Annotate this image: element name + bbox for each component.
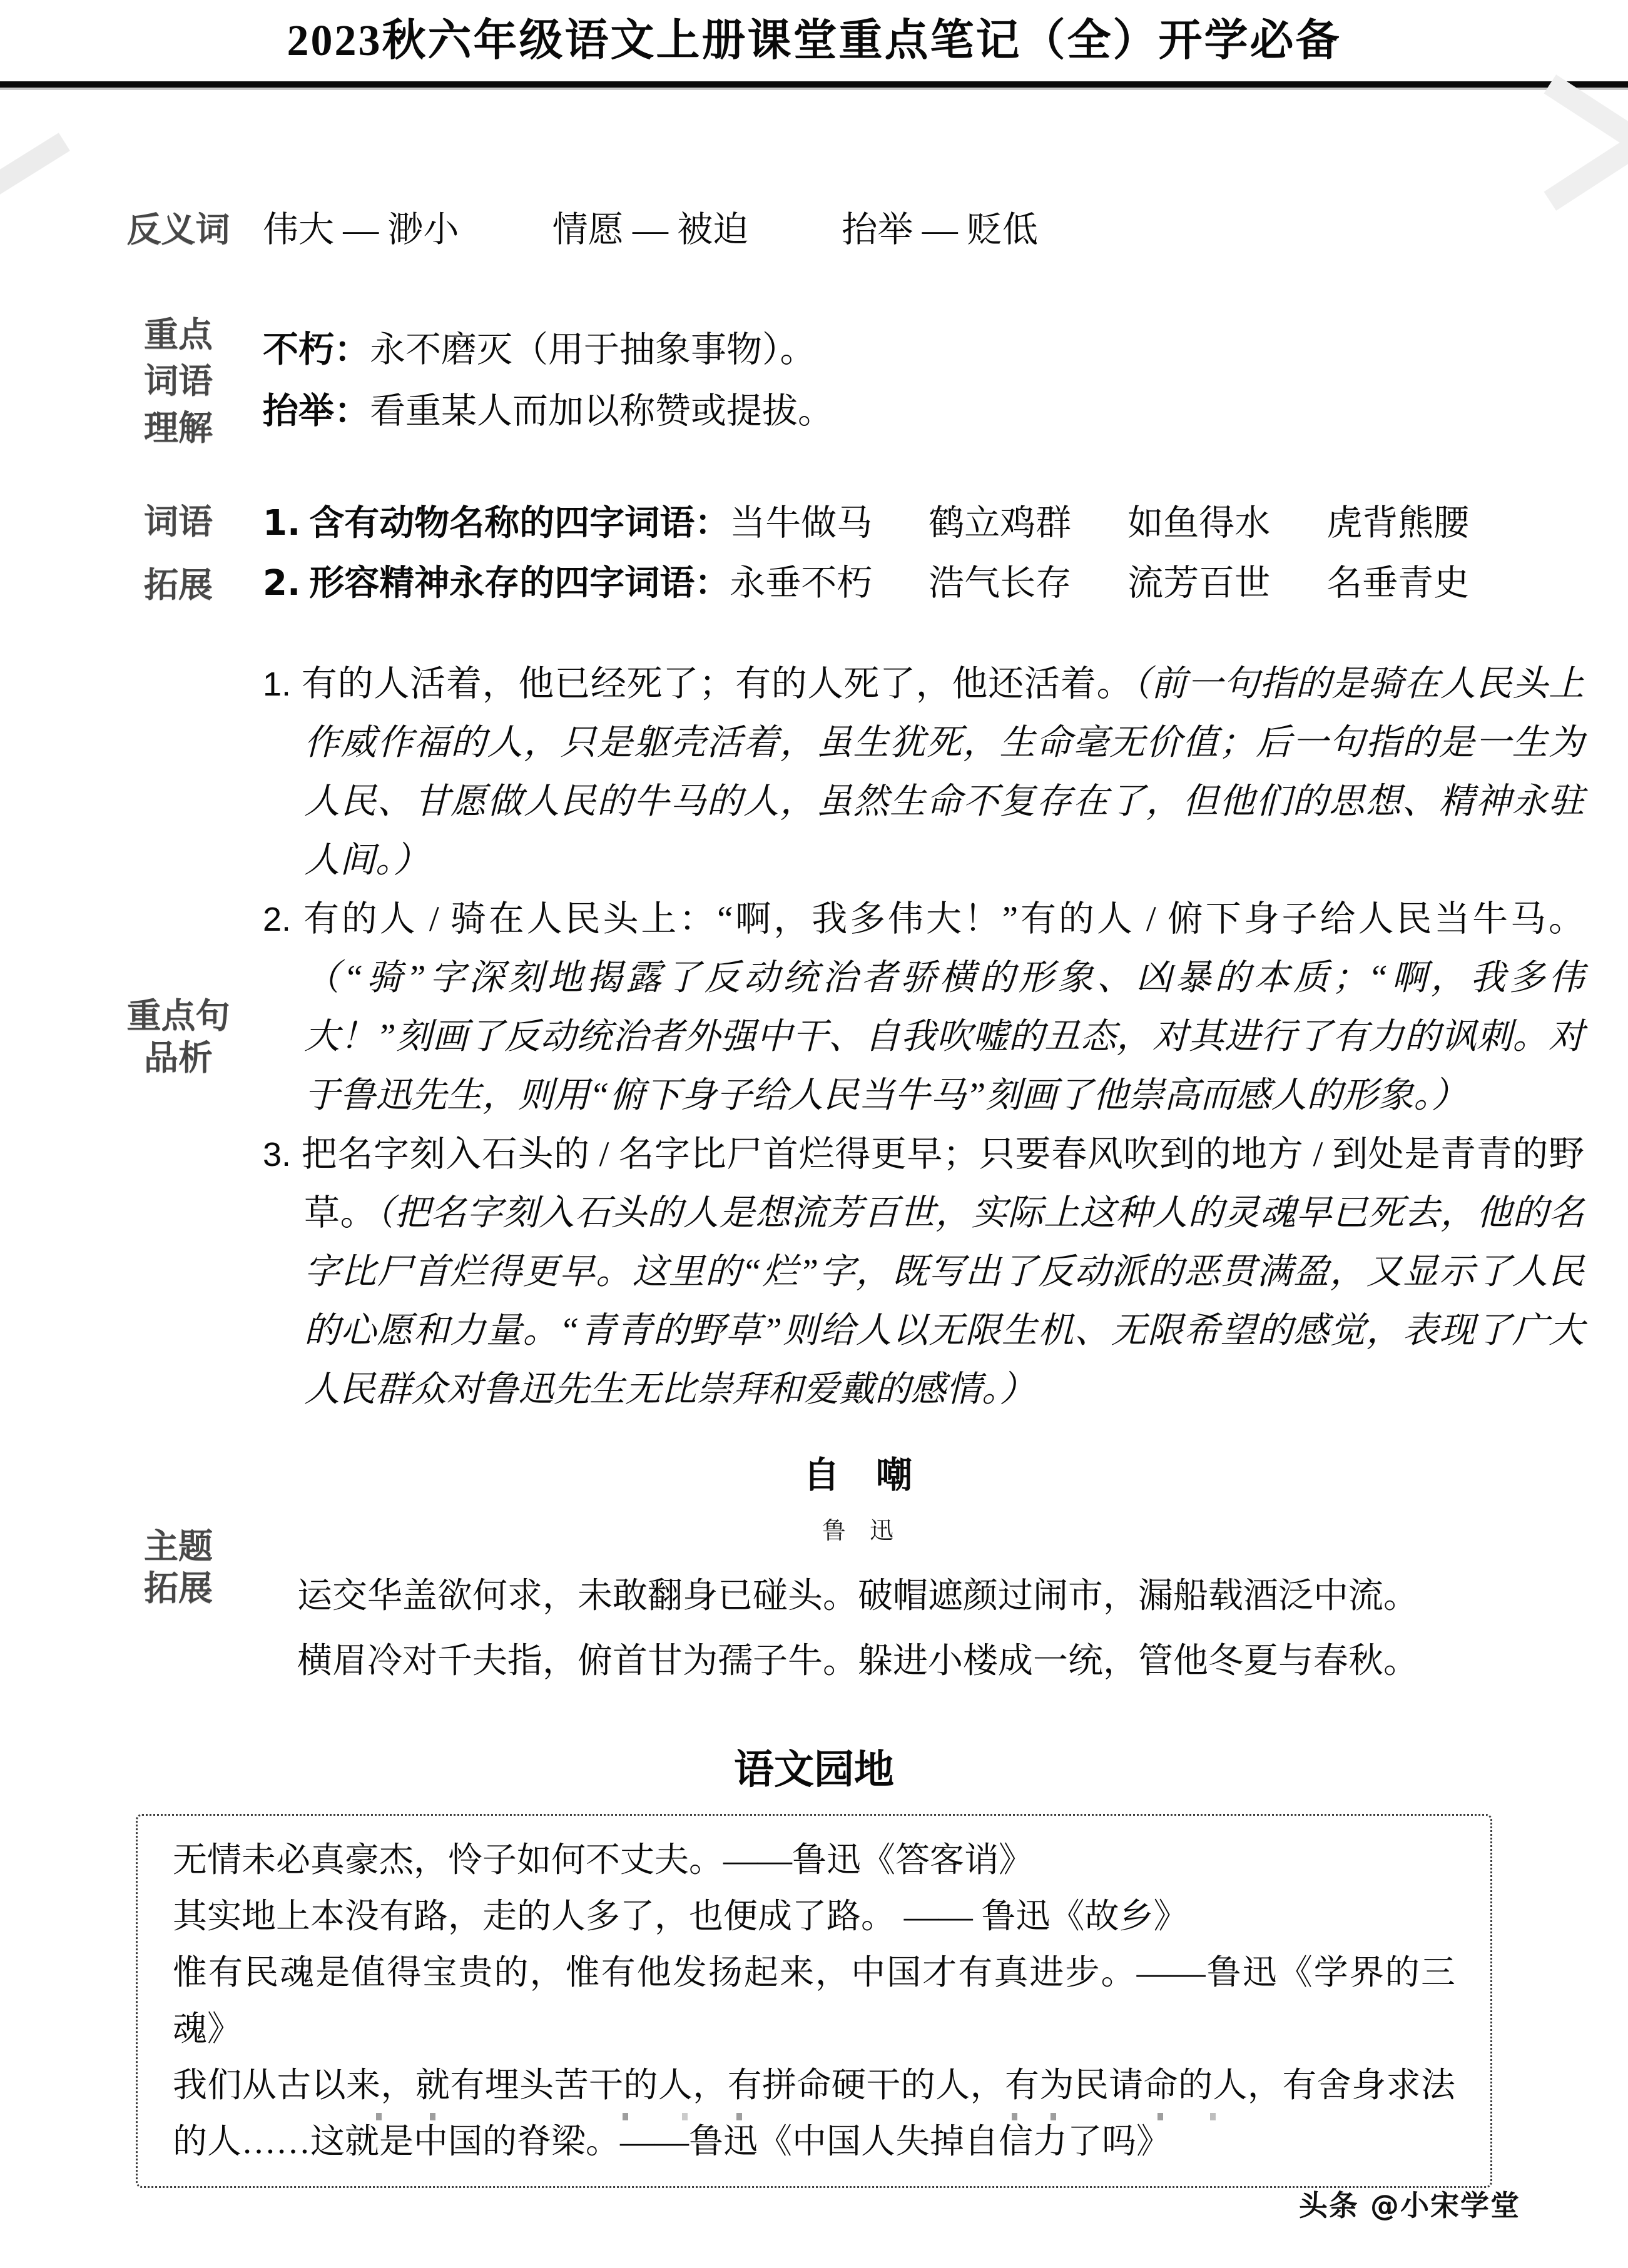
definition-line [263, 328, 1622, 372]
section-label-antonyms [94, 209, 263, 251]
section-label-theme-expansion [94, 1526, 263, 1609]
definition: 永不磨灭（用于抽象事物）。 [370, 330, 816, 370]
watermark-left [0, 133, 70, 204]
item-number: 2. [263, 900, 292, 938]
poem-line: 横眉冷对千夫指，俯首甘为孺子牛。躲进小楼成一统，管他冬夏与春秋。 [297, 1641, 1418, 1681]
section-label-sentence-analysis [94, 995, 263, 1079]
item-lead: 含有动物名称的四字词语： [309, 502, 730, 544]
item-number: 1. [263, 502, 301, 544]
definition: 看重某人而加以称赞或提拔。 [370, 392, 833, 432]
idiom: 名垂青史 [1326, 563, 1470, 603]
section-antonyms [0, 208, 1628, 253]
quoted-sentence: 有的人活着，他已经死了；有的人死了，他还活着。 [301, 664, 1133, 704]
section-key-words [0, 311, 1628, 451]
idiom: 当牛做马 [730, 503, 873, 543]
luxun-quote: 我们从古以来，就有埋头苦干的人，有拼命硬干的人，有为民请命的人，有舍身求法的人……这就是中国的脊梁。——鲁迅《中国人失掉自信力了吗》 [173, 2065, 1455, 2160]
idiom: 虎背熊腰 [1326, 503, 1470, 543]
antonym-pair: 情愿 — 被迫 [552, 210, 749, 250]
antonym-pair: 伟大 — 渺小 [263, 210, 459, 250]
analysis-text: （前一句指的是骑在人民头上作威作福的人，只是躯壳活着，虽生犹死，生命毫无价值；后一句指的是一生为人民、甘愿做人民的牛马的人，虽然生命不复存在了，但他们的思想、精神永驻人间。） [304, 664, 1585, 880]
analysis-item [263, 1125, 1584, 1419]
poem-line: 运交华盖欲何求，未敢翻身已碰头。破帽遮颜过闹市，漏船载酒泛中流。 [297, 1576, 1418, 1616]
quote-box [136, 1814, 1492, 2188]
section-sentence-analysis [0, 655, 1628, 1419]
title-divider [0, 81, 1628, 88]
section-word-expansion [0, 501, 1628, 606]
luxun-quote: 惟有民魂是值得宝贵的，惟有他发扬起来，中国才有真进步。——鲁迅《学界的三魂》 [173, 1953, 1455, 2048]
poem-title: 自 嘲 [803, 1454, 912, 1496]
antonyms-content [263, 208, 1622, 253]
poem-author: 鲁 迅 [822, 1517, 893, 1544]
quoted-sentence: 把名字刻入石头的 / 名字比尸首烂得更早；只要春风吹到的地方 / 到处是青青的野草。 [301, 1134, 1584, 1233]
analysis-item [263, 890, 1584, 1125]
item-number: 2. [263, 562, 301, 604]
cut-off-text-remnant [0, 2113, 1628, 2122]
analysis-text: （“骑”字深刻地揭露了反动统治者骄横的形象、凶暴的本质；“啊，我多伟大！”刻画了反动统治者外强中干、自我吹嘘的丑态，对其进行了有力的讽刺。对于鲁迅先生，则用“俯下身子给人民当牛马”刻画了他崇高而感人的形象。） [304, 958, 1584, 1115]
author-credit: 头条 @小宋学堂 [1298, 2189, 1520, 2222]
idiom: 鹤立鸡群 [928, 503, 1072, 543]
quoted-sentence: 有的人 / 骑在人民头上：“啊，我多伟大！”有的人 / 俯下身子给人民当牛马。 [301, 899, 1584, 939]
analysis-item [263, 655, 1584, 890]
label-line: 反义词 [126, 210, 230, 250]
section-label-word-expansion [94, 501, 263, 606]
label-line: 词语 [143, 501, 213, 542]
idiom-line [263, 503, 1622, 544]
definition-line [263, 390, 1622, 433]
label-line: 主题 [143, 1526, 213, 1567]
luxun-quote: 无情未必真豪杰，怜子如何不丈夫。——鲁迅《答客诮》 [173, 1840, 1034, 1879]
antonym-pair: 抬举 — 贬低 [842, 210, 1038, 250]
label-line: 词语 [143, 361, 213, 402]
label-line: 拓展 [143, 564, 213, 605]
poem-block [263, 1452, 1453, 1684]
section-label-key-words [94, 311, 263, 451]
key-words-content [263, 328, 1622, 433]
label-line: 品析 [143, 1037, 213, 1078]
idiom: 永垂不朽 [730, 563, 873, 603]
label-line: 重点 [143, 315, 213, 355]
sentence-analysis-content [263, 655, 1622, 1419]
label-line: 理解 [143, 407, 213, 448]
term: 抬举： [263, 392, 370, 432]
item-number: 3. [263, 1135, 292, 1173]
term: 不朽： [263, 330, 370, 370]
item-number: 1. [263, 665, 292, 703]
idiom: 浩气长存 [928, 563, 1072, 603]
luxun-quote: 其实地上本没有路，走的人多了，也便成了路。 —— 鲁迅《故乡》 [173, 1896, 1188, 1935]
garden-heading: 语文园地 [734, 1747, 894, 1792]
idiom: 如鱼得水 [1127, 503, 1271, 543]
section-theme-expansion [0, 1452, 1628, 1684]
label-line: 拓展 [143, 1568, 213, 1609]
idiom-line [263, 563, 1622, 604]
label-line: 重点句 [126, 995, 230, 1036]
analysis-text: （把名字刻入石头的人是想流芳百世，实际上这种人的灵魂早已死去，他的名字比尸首烂得更早。这里的“烂”字，既写出了反动派的恶贯满盈，又显示了人民的心愿和力量。“青青的野草”则给人以无限生机、无限希望的感觉，表现了广大人民群众对鲁迅先生无比崇拜和爱戴的感情。） [304, 1193, 1585, 1409]
idiom: 流芳百世 [1127, 563, 1271, 603]
word-expansion-content [263, 503, 1622, 604]
item-lead: 形容精神永存的四字词语： [309, 562, 730, 604]
page-title: 2023秋六年级语文上册课堂重点笔记（全）开学必备 [287, 17, 1341, 65]
